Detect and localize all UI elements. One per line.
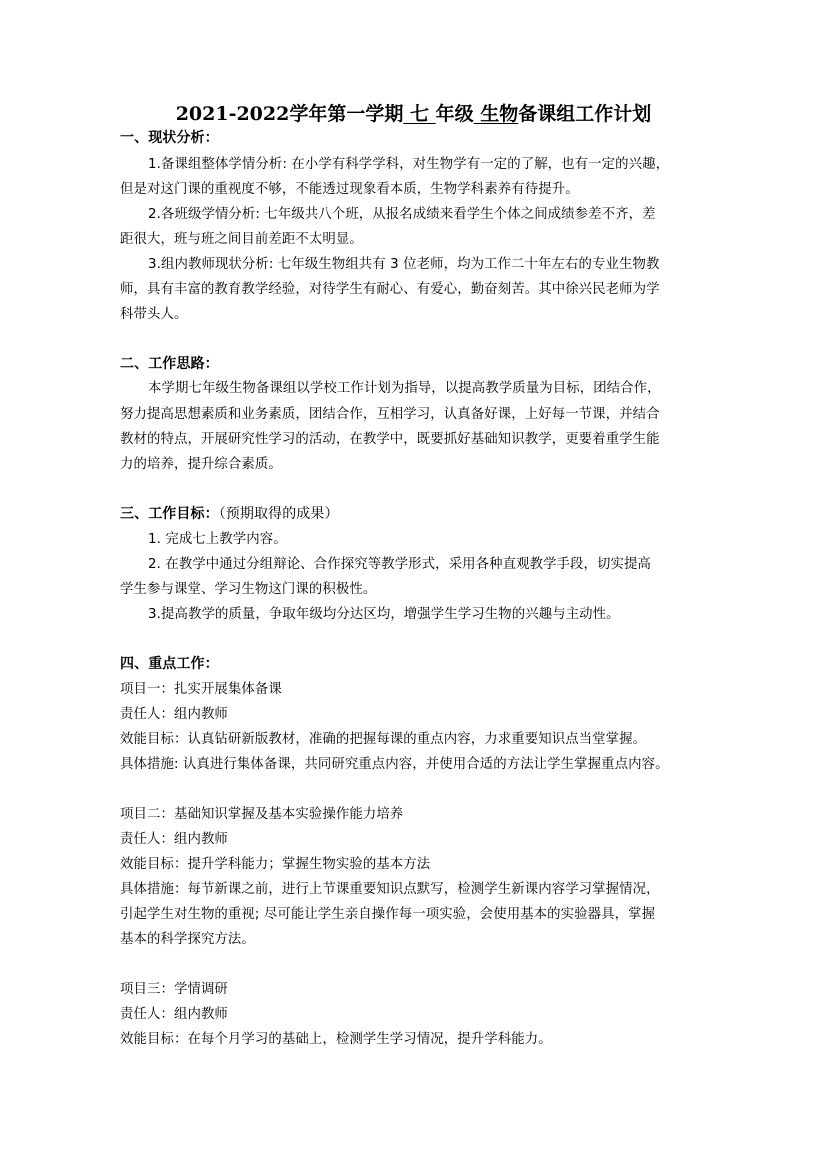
section2-heading: 二、工作思路：: [120, 356, 219, 372]
project1-owner: 责任人：组内教师: [120, 707, 228, 722]
project3-goal: 效能目标：在每个月学习的基础上，检测学生学习情况，提升学科能力。: [120, 1032, 552, 1047]
title-subject: 生物: [480, 103, 519, 125]
paragraph-line: 3.组内教师现状分析: 七年级生物组共有 3 位老师，均为工作二十年左右的专业生物教: [148, 257, 660, 272]
title-semester: 学年第一学期: [289, 103, 404, 125]
section3-note: （预期取得的成果）: [218, 506, 339, 522]
paragraph-line: 力的培养，提升综合素质。: [120, 457, 282, 472]
section3-heading: 三、工作目标：（预期取得的成果）: [120, 506, 339, 522]
project3-title: 项目三：学情调研: [120, 982, 228, 997]
paragraph-line: 科带头人。: [120, 307, 188, 322]
project2-owner: 责任人：组内教师: [120, 832, 228, 847]
paragraph-line: 但是对这门课的重视度不够，不能透过现象看本质，生物学科素养有待提升。: [120, 182, 579, 197]
section4-heading: 四、重点工作：: [120, 656, 219, 672]
paragraph-line: 距很大，班与班之间目前差距不太明显。: [120, 232, 363, 247]
document-title: [0, 101, 827, 127]
project2-goal: 效能目标：提升学科能力；掌握生物实验的基本方法: [120, 857, 431, 872]
paragraph-line: 引起学生对生物的重视; 尽可能让学生亲自操作每一项实验，会使用基本的实验器具，掌握: [120, 907, 656, 922]
paragraph-line: 1.备课组整体学情分析: 在小学有科学学科，对生物学有一定的了解，也有一定的兴趣，: [148, 157, 670, 172]
paragraph-line: 1. 完成七上教学内容。: [148, 532, 287, 547]
project3-owner: 责任人：组内教师: [120, 1007, 228, 1022]
paragraph-line: 基本的科学探究方法。: [120, 932, 255, 947]
title-grade: 七: [409, 103, 429, 125]
title-plan: 备课组工作计划: [518, 103, 652, 125]
paragraph-line: 学生参与课堂、学习生物这门课的积极性。: [120, 582, 377, 597]
project2-measures: 具体措施：每节新课之前，进行上节课重要知识点默写，检测学生新课内容学习掌握情况，: [120, 882, 660, 897]
paragraph-line: 师，具有丰富的教育教学经验，对待学生有耐心、有爱心，勤奋刻苦。其中徐兴民老师为学: [120, 282, 660, 297]
project1-goal: 效能目标：认真钻研新版教材，准确的把握每课的重点内容，力求重要知识点当堂掌握。: [120, 732, 647, 747]
title-grade-suffix: 年级: [435, 103, 474, 125]
project2-title: 项目二：基础知识掌握及基本实验操作能力培养: [120, 807, 404, 822]
paragraph-line: 努力提高思想素质和业务素质，团结合作，互相学习，认真备好课，上好每一节课，并结合: [120, 407, 660, 422]
paragraph-line: 2.各班级学情分析: 七年级共八个班，从报名成绩来看学生个体之间成绩参差不齐，差: [148, 207, 656, 222]
paragraph-line: 2. 在教学中通过分组辩论、合作探究等教学形式，采用各种直观教学手段，切实提高: [148, 557, 651, 572]
paragraph-line: 3.提高教学的质量，争取年级均分达区均，增强学生学习生物的兴趣与主动性。: [148, 607, 620, 622]
paragraph-line: 本学期七年级生物备课组以学校工作计划为指导，以提高教学质量为目标，团结合作，: [148, 381, 661, 396]
section1-heading: 一、现状分析：: [120, 130, 219, 146]
project1-measures: 具体措施: 认真进行集体备课，共同研究重点内容，并使用合适的方法让学生掌握重点内容。: [120, 757, 669, 772]
title-year: 2021-2022: [175, 103, 290, 125]
project1-title: 项目一：扎实开展集体备课: [120, 682, 282, 697]
paragraph-line: 教材的特点，开展研究性学习的活动，在教学中，既要抓好基础知识教学，更要着重学生能: [120, 432, 660, 447]
